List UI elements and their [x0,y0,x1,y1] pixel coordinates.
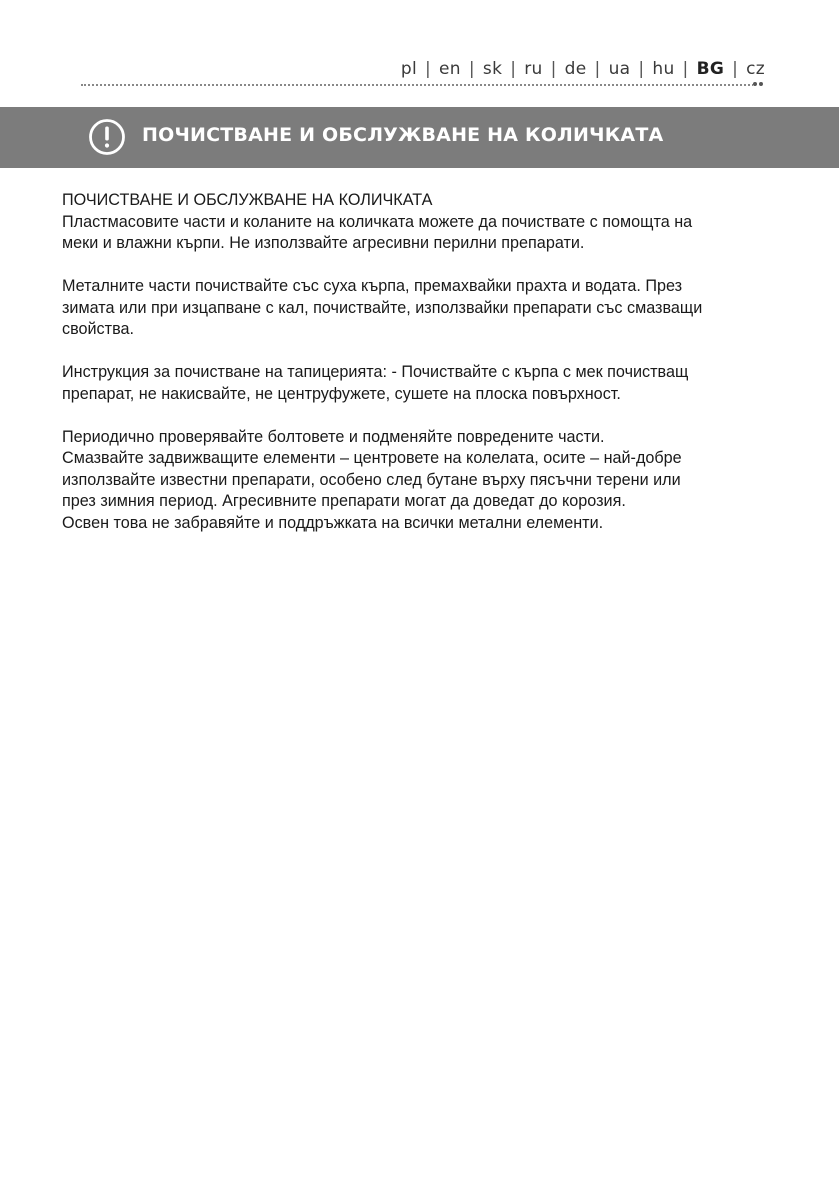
content-heading: ПОЧИСТВАНЕ И ОБСЛУЖВАНЕ НА КОЛИЧКАТА [62,191,433,209]
text-line: Инструкция за почистване на тапицерията: - Почиствайте с кърпа с мек почистващ [62,363,689,381]
lang-ua[interactable]: ua [608,59,631,79]
text-line: меки и влажни кърпи. Не използвайте агресивни перилни препарати. [62,234,585,252]
lang-hu[interactable]: hu [652,59,675,79]
header-dotted-divider [81,84,765,86]
text-line: през зимния период. Агресивните препарати могат да доведат до корозия. [62,492,626,510]
lang-separator: | [425,59,432,79]
text-line: свойства. [62,320,134,338]
ornament-dot [759,82,763,86]
document-body [62,190,782,556]
text-line: Периодично проверявайте болтовете и подменяйте повредените части. [62,427,605,446]
text-line: Смазвайте задвижващите елементи – центровете на колелата, осите – най-добре [62,449,682,467]
language-nav [401,59,765,79]
lang-separator: | [594,59,601,79]
paragraph-upholstery [62,362,782,405]
lang-ru[interactable]: ru [524,59,543,79]
lang-separator: | [682,59,689,79]
text-line: препарат, не накисвайте, не центруфужете, сушете на плоска повърхност. [62,384,621,403]
lang-separator: | [550,59,557,79]
text-line: Освен това не забравяйте и поддръжката на всички метални елементи. [62,513,604,532]
paragraph-plastic-parts [62,190,782,255]
lang-cz[interactable]: cz [746,59,765,79]
ornament-dot [753,82,757,86]
lang-de[interactable]: de [564,59,587,79]
lang-separator: | [468,59,475,79]
section-title-bar [0,107,839,168]
text-line: зимата или при изцапване с кал, почиствайте, използвайки препарати със смазващи [62,298,703,317]
lang-en[interactable]: en [439,59,461,79]
header-dot-ornament [753,81,765,87]
text-line: Металните части почиствайте със суха кърпа, премахвайки прахта и водата. През [62,277,683,295]
section-title: ПОЧИСТВАНЕ И ОБСЛУЖВАНЕ НА КОЛИЧКАТА [142,124,664,146]
lang-bg-active[interactable]: BG [696,59,725,79]
lang-separator: | [638,59,645,79]
text-line: Пластмасовите части и коланите на количката можете да почиствате с помощта на [62,212,693,231]
lang-pl[interactable]: pl [400,59,418,79]
paragraph-metal-parts [62,276,782,341]
paragraph-maintenance [62,427,782,535]
text-line: използвайте известни препарати, особено след бутане върху пясъчни терени или [62,470,681,489]
lang-sk[interactable]: sk [482,59,503,79]
lang-separator: | [732,59,739,79]
exclamation-circle-icon [88,118,126,156]
lang-separator: | [510,59,517,79]
